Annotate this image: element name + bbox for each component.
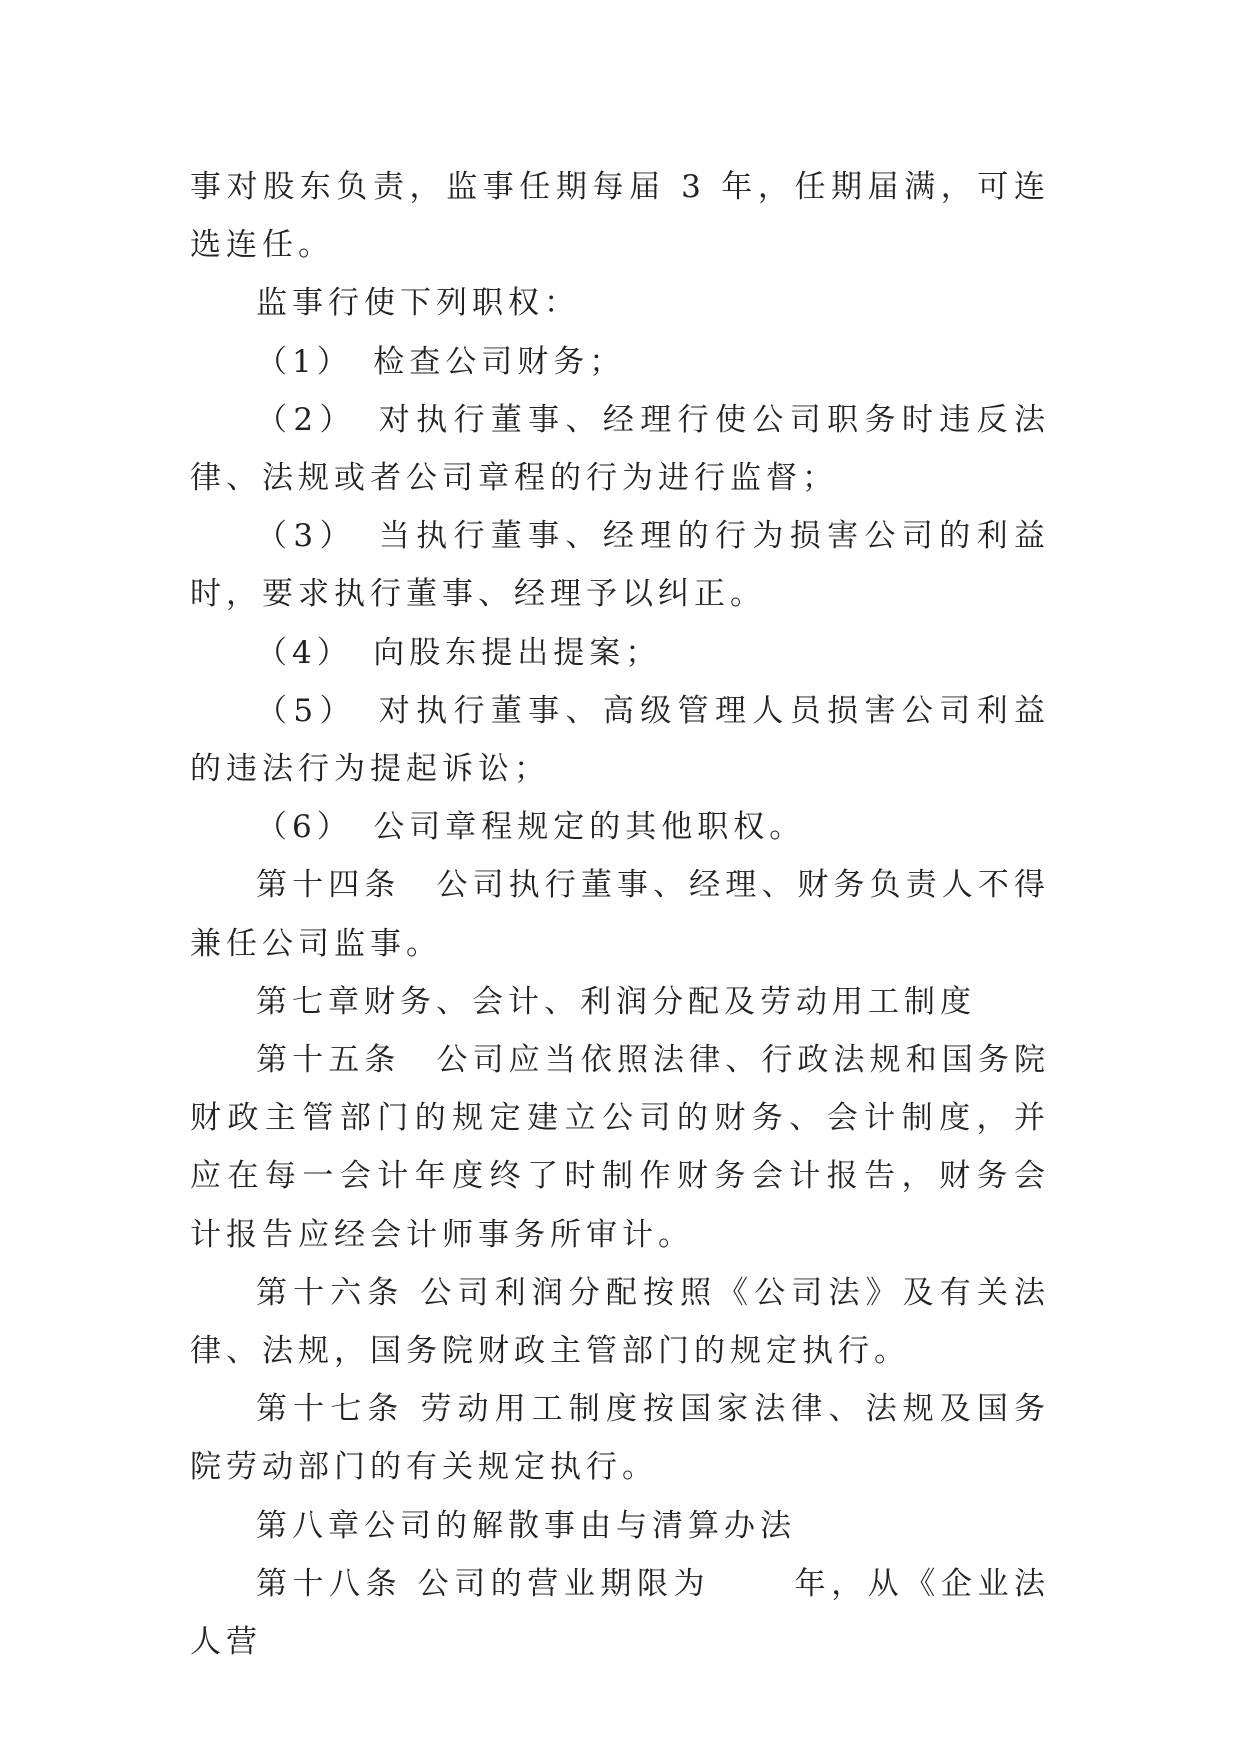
list-item-power-2: （2） 对执行董事、经理行使公司职务时违反法律、法规或者公司章程的行为进行监督； [190,401,1050,497]
chapter-7-heading: 第七章财务、会计、利润分配及劳动用工制度 [256,983,976,1020]
article-18-text-before-blank: 第十八条 公司的营业期限为 [256,1565,711,1602]
list-item-power-4: （4） 向股东提出提案； [256,634,662,671]
article-18 [190,1555,1050,1671]
article-16: 第十六条 公司利润分配按照《公司法》及有关法律、法规，国务院财政主管部门的规定执行。 [190,1274,1050,1370]
list-item-power-6: （6） 公司章程规定的其他职权。 [256,809,806,846]
list-item-power-5: （5） 对执行董事、高级管理人员损害公司利益的违法行为提起诉讼； [190,692,1050,788]
document-body [190,158,1050,1671]
article-15: 第十五条 公司应当依照法律、行政法规和国务院财政主管部门的规定建立公司的财务、会计制度，并应在每一会计年度终了时制作财务会计报告，财务会计报告应经会计师事务所审计。 [190,1042,1050,1253]
article-17: 第十七条 劳动用工制度按国家法律、法规及国务院劳动部门的有关规定执行。 [190,1391,1050,1486]
article-14: 第十四条 公司执行董事、经理、财务负责人不得兼任公司监事。 [190,867,1050,962]
article-18-text-after-blank: 年，从《企业法人营 [190,1565,1051,1661]
paragraph-supervisor-powers-heading: 监事行使下列职权： [256,285,580,322]
list-item-power-3: （3） 当执行董事、经理的行为损害公司的利益时，要求执行董事、经理予以纠正。 [190,518,1050,613]
chapter-8-heading: 第八章公司的解散事由与清算办法 [256,1507,796,1544]
paragraph-supervisor-term: 事对股东负责，监事任期每届 3 年，任期届满，可连选连任。 [190,169,1050,264]
list-item-power-1: （1） 检查公司财务； [256,343,626,380]
